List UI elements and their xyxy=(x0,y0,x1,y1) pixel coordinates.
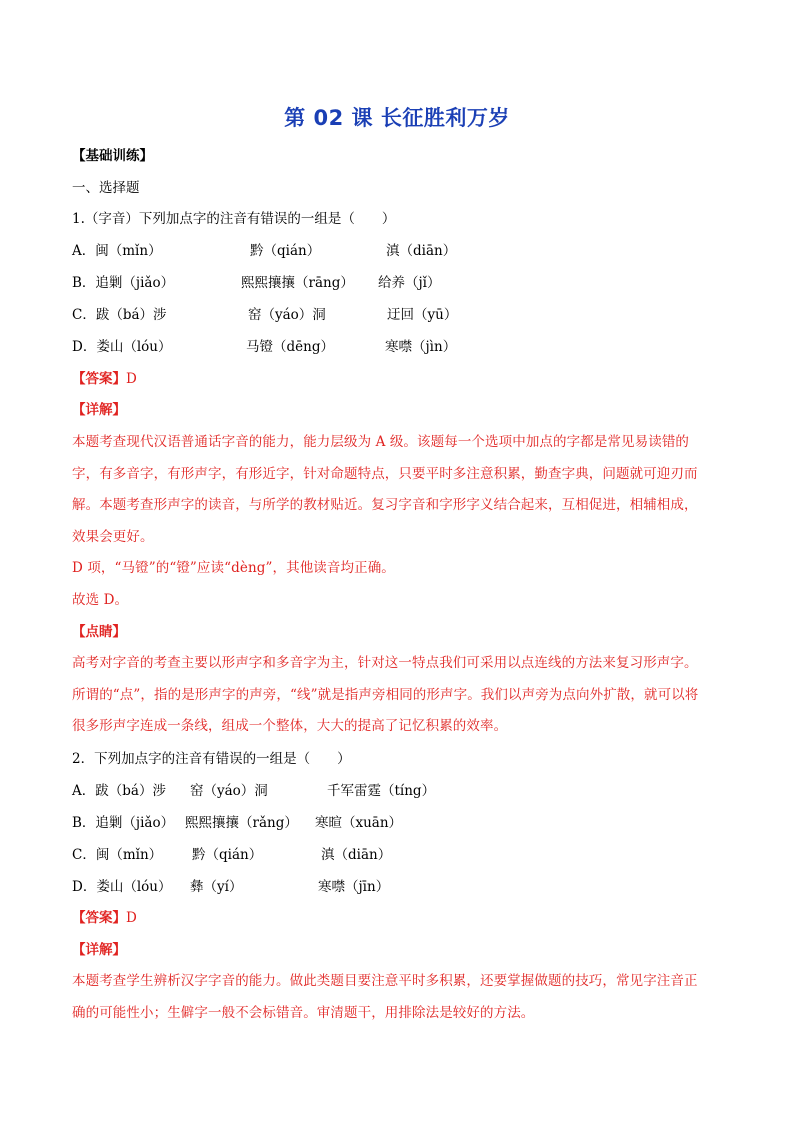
q2-detail-text xyxy=(72,966,722,1029)
q1-option-a-2: 黔（qián） xyxy=(250,243,321,259)
page-title: 第 02 课 长征胜利万岁 xyxy=(284,106,510,130)
q2-answer xyxy=(72,908,137,928)
q1-option-c-3: 迂回（yū） xyxy=(387,307,458,323)
detail-line: 效果会更好。 xyxy=(72,528,154,545)
detail-line: 确的可能性小；生僻字一般不会标错音。审清题干，用排除法是较好的方法。 xyxy=(72,1004,535,1021)
q1-option-c-2: 窑（yáo）洞 xyxy=(248,307,326,323)
q1-detail-text xyxy=(72,427,722,617)
q2-option-a-1: A．跋（bá）涉 xyxy=(72,783,166,799)
q2-option-a-2: 窑（yáo）洞 xyxy=(190,783,268,799)
q1-option-b-3: 给养（jǐ） xyxy=(378,275,441,291)
q1-option-b-2: 熙熙攘攘（rāng） xyxy=(241,275,354,291)
detail-line: 字，有多音字，有形声字，有形近字，针对命题特点，只要平时多注意积累，勤查字典，问题就可迎刃而 xyxy=(72,465,698,482)
q1-option-a-1: A．闽（mǐn） xyxy=(72,243,162,259)
point-line: 所谓的“点”，指的是形声字的声旁，“线”就是指声旁相同的形声字。我们以声旁为点向外扩散，就可以将 xyxy=(72,686,699,703)
q1-option-d-2: 马镫（dēng） xyxy=(246,339,334,355)
q1-option-d-3: 寒噤（jìn） xyxy=(385,339,457,355)
q2-option-a-3: 千军雷霆（tíng） xyxy=(327,783,436,799)
question-2-stem: 2．下列加点字的注音有错误的一组是（ ） xyxy=(72,751,351,767)
q2-option-d-3: 寒噤（jīn） xyxy=(318,879,390,895)
detail-line: 本题考查学生辨析汉字字音的能力。做此类题目要注意平时多积累，还要掌握做题的技巧，常见字注音正 xyxy=(72,973,698,989)
q2-option-c-3: 滇（diān） xyxy=(321,847,392,863)
point-line: 高考对字音的考查主要以形声字和多音字为主，针对这一特点我们可采用以点连线的方法来复习形声字。 xyxy=(72,655,698,671)
point-line: 很多形声字连成一条线，组成一个整体，大大的提高了记忆积累的效率。 xyxy=(72,718,508,735)
question-1-stem: 1.（字音）下列加点字的注音有错误的一组是（ ） xyxy=(72,211,396,227)
q1-option-a-3: 滇（diān） xyxy=(386,243,457,259)
q1-answer-label: 【答案】 xyxy=(72,371,126,387)
detail-line: D 项，“马镫”的“镫”应读“dèng”，其他读音均正确。 xyxy=(72,560,395,577)
q1-option-c-1: C．跋（bá）涉 xyxy=(72,307,167,323)
part-label: 一、选择题 xyxy=(72,180,140,196)
detail-line: 本题考查现代汉语普通话字音的能力，能力层级为 A 级。该题每一个选项中加点的字都是常见易读错的 xyxy=(72,434,690,450)
q2-option-b-3: 寒暄（xuān） xyxy=(315,815,403,831)
q2-option-c-2: 黔（qián） xyxy=(192,847,263,863)
detail-line: 解。本题考查形声字的读音，与所学的教材贴近。复习字音和字形字义结合起来，互相促进，相辅相成， xyxy=(72,497,698,514)
q2-answer-label: 【答案】 xyxy=(72,910,126,926)
q1-option-b-1: B．追剿（jiǎo） xyxy=(72,275,175,291)
q1-option-d-1: D．娄山（lóu） xyxy=(72,339,172,355)
q2-option-b-1: B．追剿（jiǎo） xyxy=(72,815,175,831)
q1-answer-value: D xyxy=(126,371,137,387)
q2-detail-label: 【详解】 xyxy=(72,942,126,958)
q1-point-text xyxy=(72,648,722,743)
q2-option-d-2: 彝（yí） xyxy=(190,879,243,895)
q2-option-d-1: D．娄山（lóu） xyxy=(72,879,172,895)
q1-answer xyxy=(72,369,137,389)
q2-option-b-2: 熙熙攘攘（rǎng） xyxy=(185,815,298,831)
q2-answer-value: D xyxy=(126,910,137,926)
q2-option-c-1: C．闽（mǐn） xyxy=(72,847,163,863)
detail-line: 故选 D。 xyxy=(72,591,129,608)
q1-detail-label: 【详解】 xyxy=(72,402,126,418)
q1-point-label: 【点睛】 xyxy=(72,624,126,640)
section-label: 【基础训练】 xyxy=(72,148,153,164)
